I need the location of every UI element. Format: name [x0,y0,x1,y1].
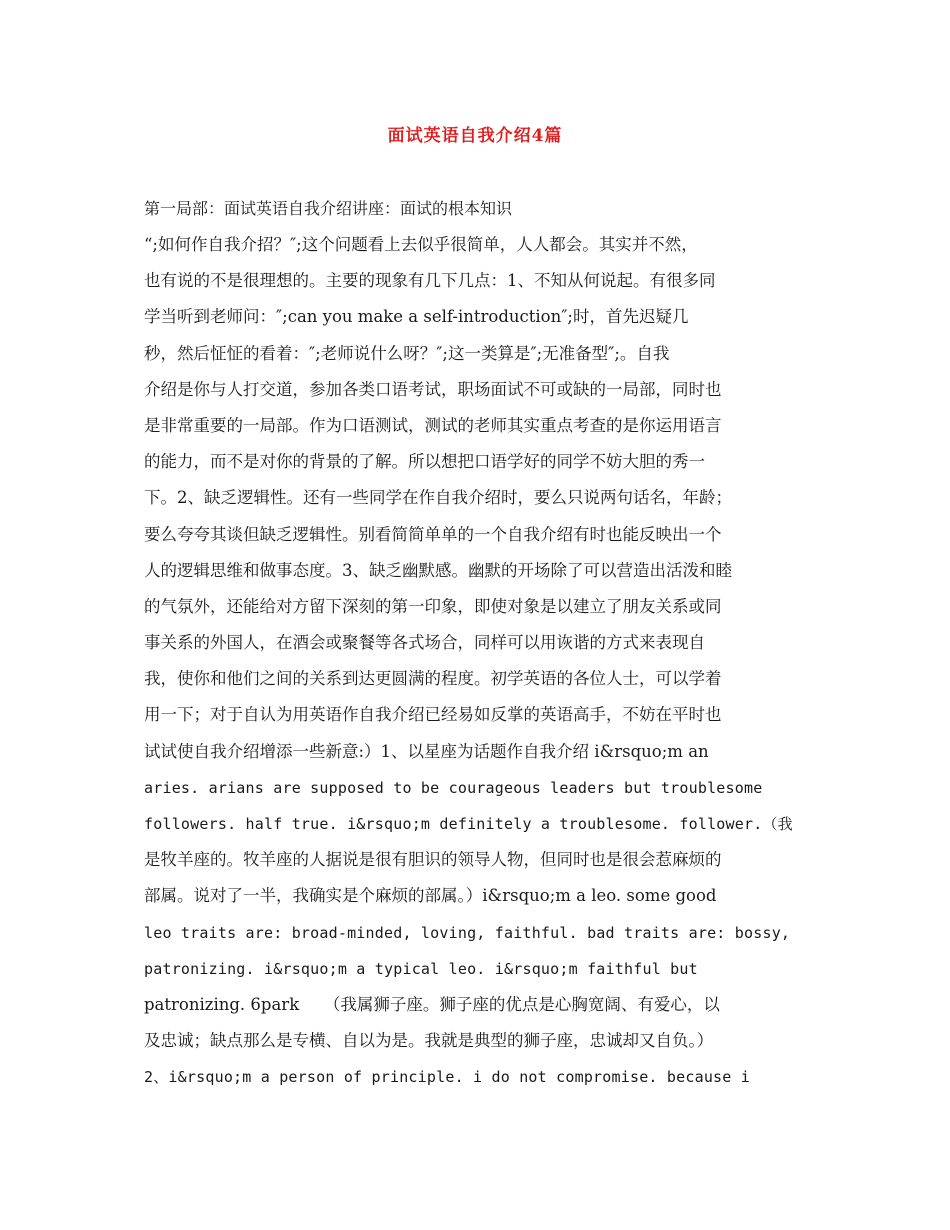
body-line: patronizing. 6park （我属狮子座。狮子座的优点是心胸宽阔、有爱心，以 [144,994,720,1014]
body-line: 部属。说对了一半，我确实是个麻烦的部属。）i&rsquo;m a leo. some good [144,886,717,906]
body-line: 也有说的不是很理想的。主要的现象有几下几点：1、不知从何说起。有很多同 [144,271,716,291]
body-line: 学当听到老师问：″;can you make a self-introduction″;时，首先迟疑几 [144,307,689,327]
body-line: leo traits are: broad-minded, loving, faithful. bad traits are: bossy, [144,923,791,942]
body-line: 介绍是你与人打交道，参加各类口语考试，职场面试不可或缺的一局部，同时也 [144,379,722,399]
body-line: 我，使你和他们之间的关系到达更圆满的程度。初学英语的各位人士，可以学着 [144,669,722,689]
body-line: 人的逻辑思维和做事态度。3、缺乏幽默感。幽默的开场除了可以营造出活泼和睦 [144,560,732,580]
body-line: 及忠诚；缺点那么是专横、自以为是。我就是典型的狮子座，忠诚却又自负。） [144,1031,714,1051]
body-line: followers. half true. i&rsquo;m definitely a troublesome. follower.（我 [144,815,793,833]
document-title: 面试英语自我介绍4篇 [387,126,563,146]
body-line: 要么夸夸其谈但缺乏逻辑性。别看简简单单的一个自我介绍有时也能反映出一个 [144,524,722,544]
body-line: 试试使自我介绍增添一些新意:）1、以星座为话题作自我介绍 i&rsquo;m an [144,741,709,761]
body-line: 秒，然后怔怔的看着：″;老师说什么呀？″;这一类算是″;无准备型″;。自我 [144,343,670,363]
body-line: “;如何作自我介招？″;这个问题看上去似乎很简单，人人都会。其实并不然， [144,235,698,254]
body-text [144,230,824,1099]
body-line: 的气氛外，还能给对方留下深刻的第一印象，即使对象是以建立了朋友关系或同 [144,596,722,616]
body-line: 下。2、缺乏逻辑性。还有一些同学在作自我介绍时，要么只说两句话名，年龄； [144,488,732,508]
body-line: 事关系的外国人，在酒会或聚餐等各式场合，同样可以用诙谐的方式来表现自 [144,633,705,653]
body-line: aries. arians are supposed to be courageous leaders but troublesome [144,778,763,797]
body-line: 2、i&rsquo;m a person of principle. i do not compromise. because i [144,1068,750,1087]
body-line: patronizing. i&rsquo;m a typical leo. i&rsquo;m faithful but [144,959,698,978]
body-line: 的能力，而不是对你的背景的了解。所以想把口语学好的同学不妨大胆的秀一 [144,452,705,472]
body-line: 用一下；对于自认为用英语作自我介绍已经易如反掌的英语高手，不妨在平时也 [144,705,722,725]
section-heading: 第一局部：面试英语自我介绍讲座：面试的根本知识 [144,199,513,218]
body-line: 是牧羊座的。牧羊座的人据说是很有胆识的领导人物，但同时也是很会惹麻烦的 [144,850,722,870]
body-line: 是非常重要的一局部。作为口语测试，测试的老师其实重点考查的是你运用语言 [144,415,722,435]
